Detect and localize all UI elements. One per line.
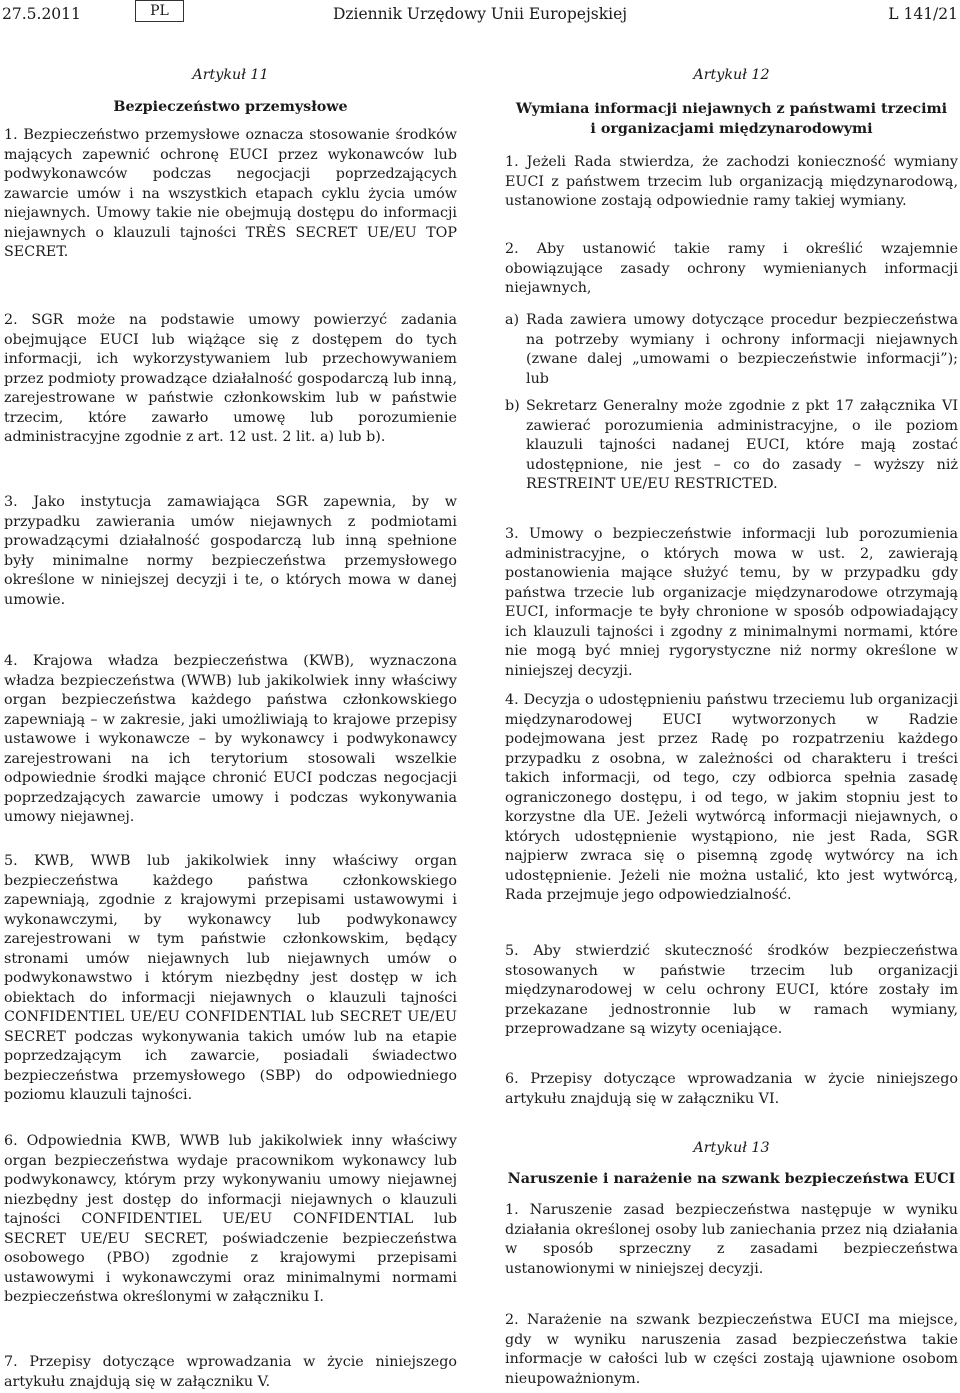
article-13-paragraph-2: 2. Narażenie na szwank bezpieczeństwa EUCI ma miejsce, gdy w wyniku naruszenia zasad bezpieczeństwa takie informacje w całości lub w części zostają ujawnione osobom nieupoważnionym. [505,1312,958,1387]
article-12-title-line-2: i organizacjami międzynarodowymi [590,121,873,137]
article-11-number: Artykuł 11 [192,67,269,83]
article-13-paragraph-1: 1. Naruszenie zasad bezpieczeństwa następuje w wyniku działania określonej osoby lub zaniechania przez nią działania w sposób sprzeczny z zasadami bezpieczeństwa ustanowionymi w niniejszej decyzji. [505,1202,958,1277]
point-a-text: Rada zawiera umowy dotyczące procedur bezpieczeństwa na potrzeby wymiany i ochrony informacji niejawnych (zwane dalej „umowami o bezpieczeństwie informacji”); lub [526,312,958,387]
article-12-point-a [505,311,958,389]
article-11-paragraph-4: 4. Krajowa władza bezpieczeństwa (KWB), wyznaczona władza bezpieczeństwa (WWB) lub jakikolwiek inny właściwy organ bezpieczeństwa każdego państwa członkowskiego zapewniają – w zakresie, jaki umożliwiają to krajowe przepisy ustawowe i wykonawcze – by wykonawcy i podwykonawcy zarejestrowani na ich terytorium stosowali wszelkie odpowiednie środki mające chronić EUCI podczas negocjacji poprzedzających zawarcie umowy i podczas wykonywania umowy niejawnej. [4,653,457,825]
article-11-paragraph-2: 2. SGR może na podstawie umowy powierzyć zadania obejmujące EUCI lub wiążące się z dostępem do tych informacji, ich wykorzystywaniem lub przechowywaniem przez podmioty prowadzące działalność gospodarczą lub inną, zarejestrowane w państwie członkowskim lub w państwie trzecim, które zawarło umowę lub porozumienie administracyjne zgodnie z art. 12 ust. 2 lit. a) lub b). [4,312,457,445]
point-b-text: Sekretarz Generalny może zgodnie z pkt 17 załącznika VI zawierać porozumienia administracyjne, o ile poziom klauzuli tajności nadanej EUCI, które mają zostać udostępnione, nie jest – co do zasady – wyższy niż RESTREINT UE/EU RESTRICTED. [526,398,958,492]
article-11-paragraph-5: 5. KWB, WWB lub jakikolwiek inny właściwy organ bezpieczeństwa każdego państwa członkowskiego zapewniają, zgodnie z krajowymi przepisami ustawowymi i wykonawczymi, by wykonawcy lub podwykonawcy zarejestrowani w tym państwie członkowskim, będący stronami umów niejawnych lub niejawnych umów o podwykonawstwo i którym niezbędny jest dostęp w ich obiektach do informacji niejawnych o klauzuli tajności CONFIDENTIEL UE/EU CONFIDENTIAL lub SECRET UE/EU SECRET podczas wykonywania takich umów lub na etapie poprzedzającym ich zawarcie, posiadali świadectwo bezpieczeństwa przemysłowego (SBP) do odpowiedniego poziomu klauzuli tajności. [4,853,457,1103]
article-12-paragraph-2: 2. Aby ustanowić takie ramy i określić wzajemnie obowiązujące zasady ochrony wymienianych informacji niejawnych, [505,241,958,296]
article-12-paragraph-4: 4. Decyzja o udostępnieniu państwu trzeciemu lub organizacji międzynarodowej EUCI wytworzonych w Radzie podejmowana jest przez Radę po rozpatrzeniu każdego przypadku z osobna, w zależności od charakteru i treści takich informacji, od tego, czy odbiorca spełnia zasadę ograniczonego dostępu, i od tego, w jakim stopniu jest to korzystne dla UE. Jeżeli wytwórcą informacji niejawnych, o których udostępnienie wystąpiono, nie jest Rada, SGR najpierw zwraca się o pisemną zgodę wytwórcy na ich udostępnienie. Jeżeli nie można ustalić, kto jest wytwórcą, Rada przejmuje jego odpowiedzialność. [505,692,958,903]
journal-title: Dziennik Urzędowy Unii Europejskiej [332,5,628,23]
article-11-paragraph-1: 1. Bezpieczeństwo przemysłowe oznacza stosowanie środków mających zapewnić ochronę EUCI przez wykonawców lub podwykonawców podczas negocjacji poprzedzających zawarcie umów i na wszystkich etapach cyklu życia umów niejawnych. Umowy takie nie obejmują dostępu do informacji niejawnych o klauzuli tajności TRÈS SECRET UE/EU TOP SECRET. [4,127,457,260]
article-12-title-line-1: Wymiana informacji niejawnych z państwami trzecimi [515,101,948,117]
article-11-title: Bezpieczeństwo przemysłowe [113,99,348,115]
article-12-paragraph-3: 3. Umowy o bezpieczeństwie informacji lub porozumienia administracyjne, o których mowa w ust. 2, zawierają postanowienia mające służyć temu, by w przypadku gdy państwa trzecie lub organizacje międzynarodowe otrzymają EUCI, informacje te były chronione w sposób odpowiadający ich klauzuli tajności i zgodny z minimalnymi normami, które nie mogą być mniej rygorystyczne niż normy określone w niniejszej decyzji. [505,526,958,679]
article-13-title: Naruszenie i narażenie na szwank bezpieczeństwa EUCI [507,1171,956,1187]
article-12-paragraph-5: 5. Aby stwierdzić skuteczność środków bezpieczeństwa stosowanych w państwie trzecim lub organizacji międzynarodowej w celu ochrony EUCI, które zostały im przekazane jednostronnie lub w ramach wymiany, przeprowadzane są wizyty oceniające. [505,943,958,1037]
article-12-paragraph-6: 6. Przepisy dotyczące wprowadzania w życie niniejszego artykułu znajdują się w załączniku VI. [505,1071,958,1107]
page-header [0,0,960,40]
page-reference: L 141/21 [888,5,958,23]
language-badge: PL [135,0,184,22]
article-13-number: Artykuł 13 [693,1140,770,1156]
article-11-paragraph-7: 7. Przepisy dotyczące wprowadzania w życie niniejszego artykułu znajdują się w załączniku V. [4,1354,457,1390]
article-12-paragraph-1: 1. Jeżeli Rada stwierdza, że zachodzi konieczność wymiany EUCI z państwem trzecim lub organizacją międzynarodową, ustanowione zostają odpowiednie ramy takiej wymiany. [505,154,958,209]
article-11-paragraph-6: 6. Odpowiednia KWB, WWB lub jakikolwiek inny właściwy organ bezpieczeństwa wydaje pracownikom wykonawcy lub podwykonawcy, którym przy wykonywaniu umowy niejawnej niezbędny jest dostęp do informacji niejawnych o klauzuli tajności CONFIDENTIEL UE/EU CONFIDENTIAL lub SECRET UE/EU SECRET, poświadczenie bezpieczeństwa osobowego (PBO) zgodnie z krajowymi przepisami ustawowymi i wykonawczymi oraz minimalnymi normami bezpieczeństwa określonymi w załączniku I. [4,1133,457,1305]
article-11-paragraph-3: 3. Jako instytucja zamawiająca SGR zapewnia, by w przypadku zawierania umów niejawnych z podmiotami prowadzącymi działalność gospodarczą lub inną spełnione były minimalne normy bezpieczeństwa przemysłowego określone w niniejszej decyzji i te, o których mowa w danej umowie. [4,494,457,608]
article-12-point-b [505,397,958,495]
point-a-label: a) [505,312,520,328]
publication-date: 27.5.2011 [2,5,81,23]
article-12-number: Artykuł 12 [693,67,770,83]
point-b-label: b) [505,398,520,414]
